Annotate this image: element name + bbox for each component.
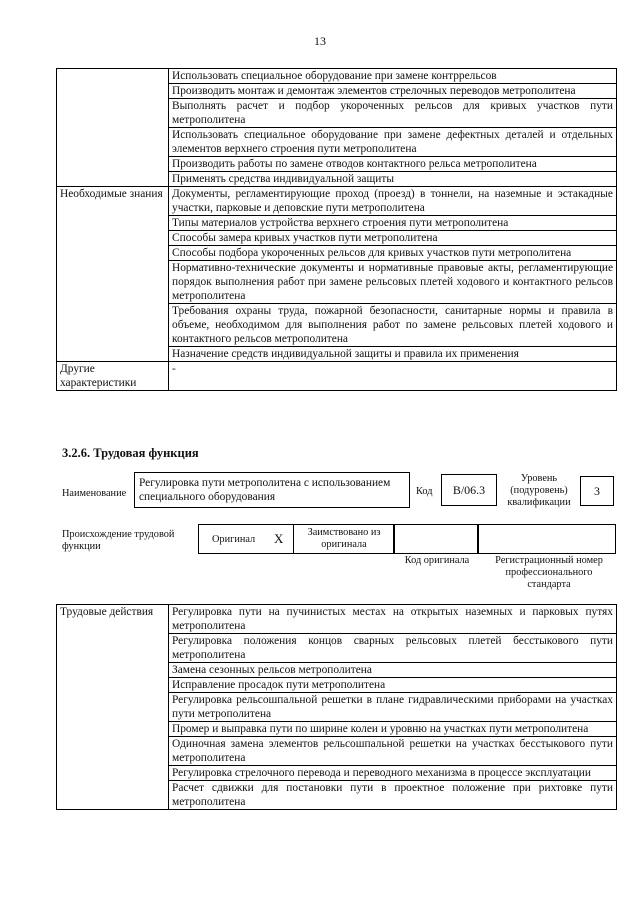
- origin-divider: [293, 524, 294, 554]
- skill-row: Производить монтаж и демонтаж элементов стрелочных переводов метрополитена: [169, 84, 617, 99]
- reg-number-box: [478, 524, 616, 554]
- skill-row: Использовать специальное оборудование при замене контррельсов: [169, 69, 617, 84]
- knowledge-row: Требования охраны труда, пожарной безопасности, санитарные нормы и правила в объеме, необходимом для выполнения работ по замене рельсовых плетей ходового и контактного рельсов метрополитена: [169, 304, 617, 347]
- knowledge-row: Способы подбора укороченных рельсов для кривых участков пути метрополитена: [169, 246, 617, 261]
- action-row: Регулировка стрелочного перевода и переводного механизма в процессе эксплуатации: [169, 766, 617, 781]
- level-box: [580, 476, 614, 506]
- skills-label-cell: [57, 69, 169, 187]
- origin-label: Происхождение трудовой функции: [62, 529, 175, 552]
- skill-row: Применять средства индивидуальной защиты: [169, 172, 617, 187]
- code-box: [441, 474, 497, 506]
- reg-number-caption: Регистрационный номер профессионального стандарта: [495, 555, 603, 590]
- action-row: Исправление просадок пути метрополитена: [169, 678, 617, 693]
- labor-actions-table: [56, 604, 617, 810]
- function-name-box: [134, 472, 410, 508]
- skill-row: Использовать специальное оборудование при замене дефектных деталей и отдельных элементов верхнего строения пути метрополитена: [169, 128, 617, 157]
- action-row: Регулировка пути на пучинистых местах на открытых наземных и парковых путях метрополитена: [169, 605, 617, 634]
- qualification-level-label: Уровень (подуровень) квалификации: [507, 473, 571, 508]
- knowledge-row: Документы, регламентирующие проход (проезд) в тоннели, на наземные и эстакадные участки, парковые и деповские пути метрополитена: [169, 187, 617, 216]
- level-value: 3: [594, 484, 600, 498]
- action-row: Замена сезонных рельсов метрополитена: [169, 663, 617, 678]
- knowledge-row: Типы материалов устройства верхнего строения пути метрополитена: [169, 216, 617, 231]
- code-value: B/06.3: [452, 483, 486, 497]
- action-row: Одиночная замена элементов рельсошпальной решетки на участках бесстыкового пути метрополитена: [169, 737, 617, 766]
- knowledge-row: Нормативно-технические документы и нормативные правовые акты, регламентирующие порядок выполнения работ при замене рельсовых плетей ходового и контактного рельсов метрополитена: [169, 261, 617, 304]
- action-row: Расчет сдвижки для постановки пути в проектное положение при рихтовке пути метрополитена: [169, 781, 617, 810]
- knowledge-row: Назначение средств индивидуальной защиты и правила их применения: [169, 347, 617, 362]
- original-mark: X: [274, 531, 284, 546]
- name-label: Наименование: [62, 488, 127, 499]
- original-code-box: [394, 524, 478, 554]
- action-row: Регулировка положения концов сварных рельсовых плетей бесстыкового пути метрополитена: [169, 634, 617, 663]
- skill-row: Выполнять расчет и подбор укороченных рельсов для кривых участков пути метрополитена: [169, 99, 617, 128]
- original-label: Оригинал: [212, 534, 256, 545]
- page-number: 13: [314, 34, 326, 48]
- continued-requirements-table: [56, 68, 617, 391]
- other-characteristics-value: -: [169, 362, 617, 391]
- actions-label: Трудовые действия: [57, 605, 169, 810]
- borrowed-label: Заимствовано из оригинала: [307, 527, 381, 550]
- section-title: 3.2.6. Трудовая функция: [62, 446, 199, 460]
- function-name-value: Регулировка пути метрополитена с использованием специального оборудования: [139, 477, 391, 503]
- code-label: Код: [416, 486, 433, 497]
- other-characteristics-label: Другие характеристики: [57, 362, 169, 391]
- knowledge-row: Способы замера кривых участков пути метрополитена: [169, 231, 617, 246]
- original-code-caption: Код оригинала: [404, 555, 470, 566]
- knowledge-label: Необходимые знания: [57, 187, 169, 362]
- skill-row: Производить работы по замене отводов контактного рельса метрополитена: [169, 157, 617, 172]
- action-row: Регулировка рельсошпальной решетки в плане гидравлическими приборами на участках пути метрополитена: [169, 693, 617, 722]
- action-row: Промер и выправка пути по ширине колеи и уровню на участках пути метрополитена: [169, 722, 617, 737]
